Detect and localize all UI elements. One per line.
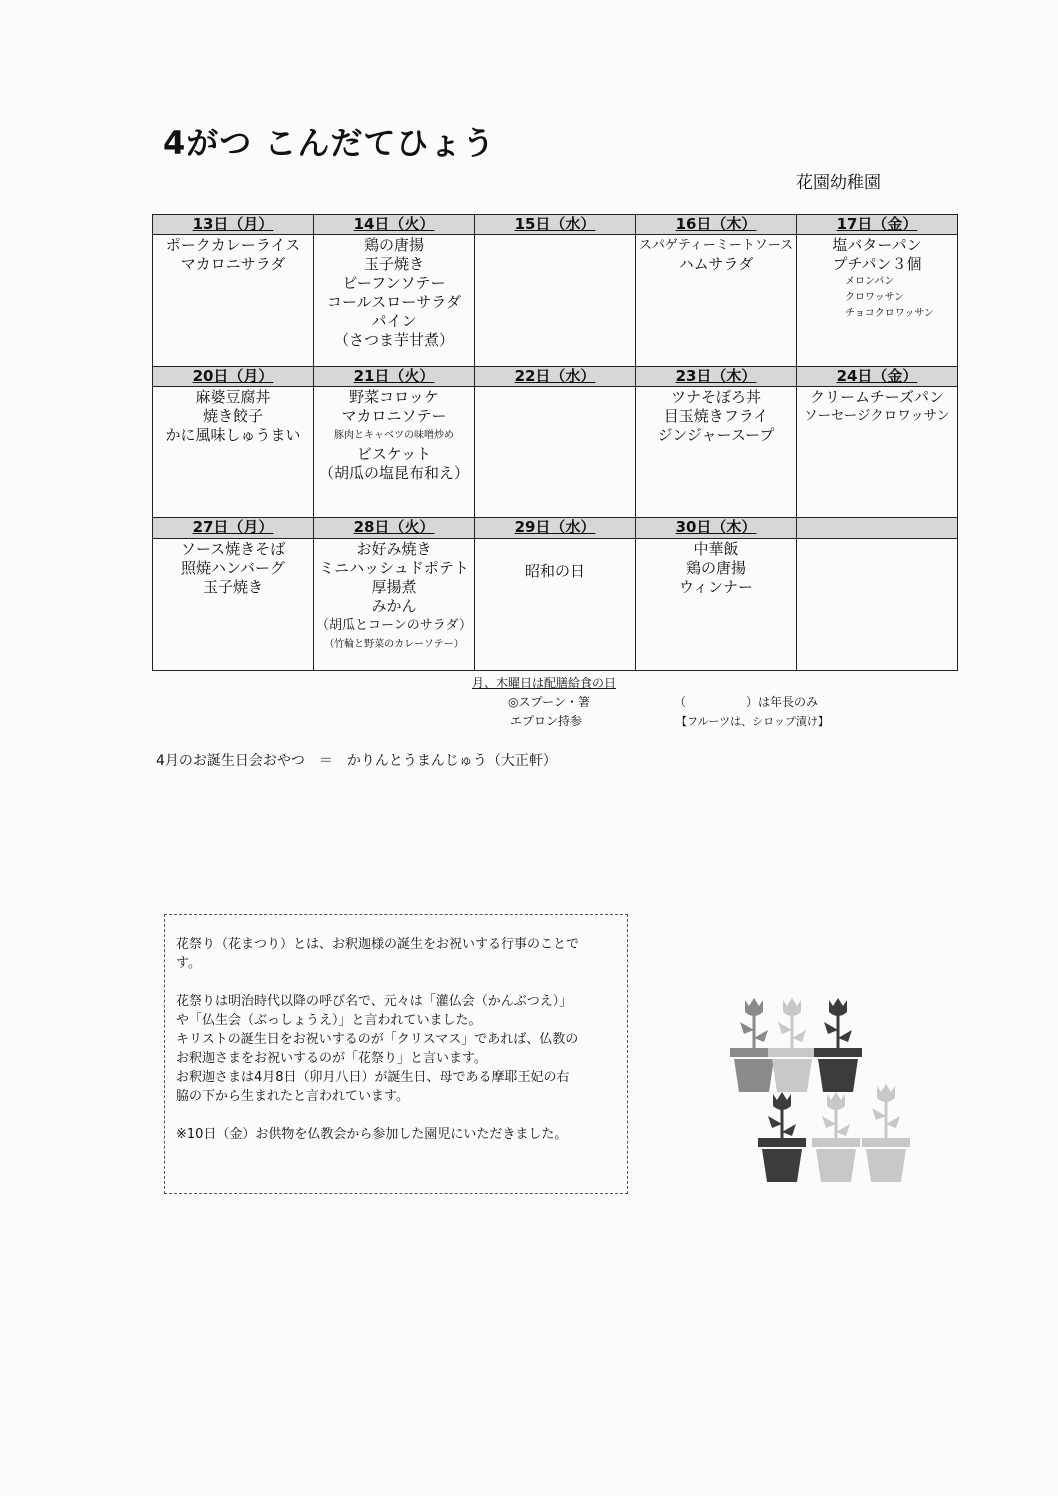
day-menu: [475, 235, 636, 366]
info-line: お釈迦さまをお祝いするのが「花祭り」と言います。: [176, 1051, 487, 1066]
menu-item: ソース焼きそば: [180, 539, 286, 558]
menu-item: ポークカレーライス: [165, 236, 301, 255]
day-header: 22日（水）: [475, 366, 636, 386]
tulip-pot: [758, 1092, 806, 1182]
note-spoon: ◎スプーン・箸: [508, 695, 590, 709]
note-apron: エプロン持参: [510, 714, 583, 728]
menu-notes: [472, 674, 829, 731]
info-line: ※10日（金）お供物を仏教会から参加した園児にいただきました。: [176, 1127, 568, 1142]
menu-item: メロンパン: [845, 276, 895, 288]
day-header: 21日（火）: [314, 366, 475, 386]
info-line: キリストの誕生日をお祝いするのが「クリスマス」であれば、仏教の: [176, 1032, 579, 1047]
day-menu: [153, 386, 314, 517]
day-menu: [797, 235, 958, 366]
menu-item: ビーフンソテー: [342, 274, 446, 293]
note-row: [472, 693, 829, 712]
note-fruit: 【フルーツは、シロップ漬け】: [676, 715, 829, 728]
menu-item: 目玉焼きフライ: [663, 406, 769, 425]
day-header: 15日（水）: [475, 215, 636, 235]
day-menu: [314, 538, 475, 670]
menu-item: かに風味しゅうまい: [165, 425, 301, 444]
tulip-pot: [814, 998, 862, 1092]
menu-item: 鶏の唐揚: [363, 236, 424, 255]
info-line: や「仏生会（ぶっしょうえ）」と言われていました。: [176, 1013, 482, 1028]
day-header: 29日（水）: [475, 518, 636, 538]
menu-item: 塩バターパン: [832, 236, 922, 255]
menu-calendar: [152, 214, 958, 671]
day-menu: [636, 538, 797, 670]
day-menu: [153, 235, 314, 366]
menu-item: ツナそぼろ丼: [670, 387, 761, 406]
day-menu: [314, 386, 475, 517]
menu-item: クロワッサン: [845, 292, 904, 304]
day-menu: [475, 538, 636, 670]
info-line: お釈迦さまは4月8日（卯月八日）が誕生日、母である摩耶王妃の右: [176, 1070, 570, 1085]
menu-item: プチパン３個: [832, 255, 922, 274]
menu-item: ビスケット: [356, 444, 432, 463]
day-header: 28日（火）: [314, 518, 475, 538]
menu-item: ジンジャースープ: [657, 425, 775, 444]
menu-item: （胡瓜の塩昆布和え）: [318, 463, 469, 482]
tulip-pot: [812, 1092, 860, 1182]
day-menu: [797, 386, 958, 517]
menu-item: 照焼ハンバーグ: [181, 558, 285, 577]
menu-item: 野菜コロッケ: [349, 387, 439, 406]
menu-item: ソーセージクロワッサン: [804, 407, 950, 424]
day-header: 13日（月）: [153, 215, 314, 235]
day-header: 30日（木）: [636, 518, 797, 538]
day-header: 24日（金）: [797, 366, 958, 386]
week-3-body: [153, 538, 958, 670]
tulip-pots-illustration: [720, 990, 920, 1190]
holiday-label: 昭和の日: [524, 561, 585, 580]
week-1-body: [153, 235, 958, 366]
week-1-header: [153, 215, 958, 235]
info-paragraph: [176, 935, 627, 973]
day-header: 14日（火）: [314, 215, 475, 235]
day-menu: [314, 235, 475, 366]
day-menu: [636, 235, 797, 366]
week-2-header: [153, 366, 958, 386]
menu-item: ウィンナー: [678, 577, 754, 596]
week-2-body: [153, 386, 958, 517]
menu-item: マカロニソテー: [341, 406, 447, 425]
menu-item: ハムサラダ: [678, 255, 754, 274]
note-row: [472, 712, 829, 731]
menu-item: お好み焼き: [356, 539, 432, 558]
day-menu: [475, 386, 636, 517]
menu-item: 鶏の唐揚: [685, 558, 746, 577]
note-senior-only: （ ）は年長のみ: [674, 695, 819, 709]
menu-item: 麻婆豆腐丼: [195, 387, 271, 406]
menu-item: 玉子焼き: [202, 577, 263, 596]
day-menu-empty: [797, 538, 958, 670]
hanamatsuri-info-box: [164, 914, 628, 1194]
info-paragraph: [176, 992, 627, 1106]
tulip-pot: [730, 998, 778, 1092]
school-name: 花園幼稚園: [796, 173, 881, 193]
info-line: 花祭りは明治時代以降の呼び名で、元々は「灌仏会（かんぶつえ）」: [176, 994, 573, 1009]
day-header-empty: [797, 518, 958, 538]
page-title: 4がつ こんだてひょう: [163, 124, 496, 162]
menu-item: みかん: [371, 596, 417, 615]
tulip-pot: [862, 1084, 910, 1182]
menu-item: クリームチーズパン: [810, 387, 944, 406]
birthday-snack: 4月のお誕生日会おやつ ＝ かりんとうまんじゅう（大正軒）: [156, 753, 557, 769]
menu-item: （竹輪と野菜のカレーソテー）: [324, 638, 464, 650]
menu-item: （さつま芋甘煮）: [333, 331, 454, 350]
menu-item: パイン: [371, 312, 417, 331]
menu-item: 厚揚煮: [371, 577, 417, 596]
day-header: 17日（金）: [797, 215, 958, 235]
day-menu: [636, 386, 797, 517]
menu-item: マカロニサラダ: [180, 255, 286, 274]
menu-item: 焼き餃子: [202, 406, 263, 425]
day-header: 16日（木）: [636, 215, 797, 235]
menu-item: コールスローサラダ: [326, 293, 462, 312]
info-line: す。: [176, 956, 201, 971]
menu-item: スパゲティーミートソース: [638, 238, 794, 254]
day-header: 20日（月）: [153, 366, 314, 386]
menu-item: ミニハッシュドポテト: [319, 558, 469, 577]
info-line: 脇の下から生まれたと言われています。: [176, 1089, 409, 1104]
menu-item: 玉子焼き: [363, 255, 424, 274]
tulip-pot: [768, 998, 816, 1092]
day-header: 23日（木）: [636, 366, 797, 386]
week-3-header: [153, 518, 958, 538]
day-header: 27日（月）: [153, 518, 314, 538]
note-delivery-days: 月、木曜日は配膳給食の日: [472, 676, 617, 690]
menu-item: 中華飯: [693, 539, 739, 558]
menu-item: 豚肉とキャベツの味噌炒め: [334, 429, 454, 441]
day-menu: [153, 538, 314, 670]
info-paragraph: [176, 1125, 627, 1144]
info-line: 花祭り（花まつり）とは、お釈迦様の誕生をお祝いする行事のことで: [176, 937, 580, 952]
menu-item: （胡瓜とコーンのサラダ）: [315, 617, 472, 633]
menu-item: チョコクロワッサン: [845, 308, 934, 320]
